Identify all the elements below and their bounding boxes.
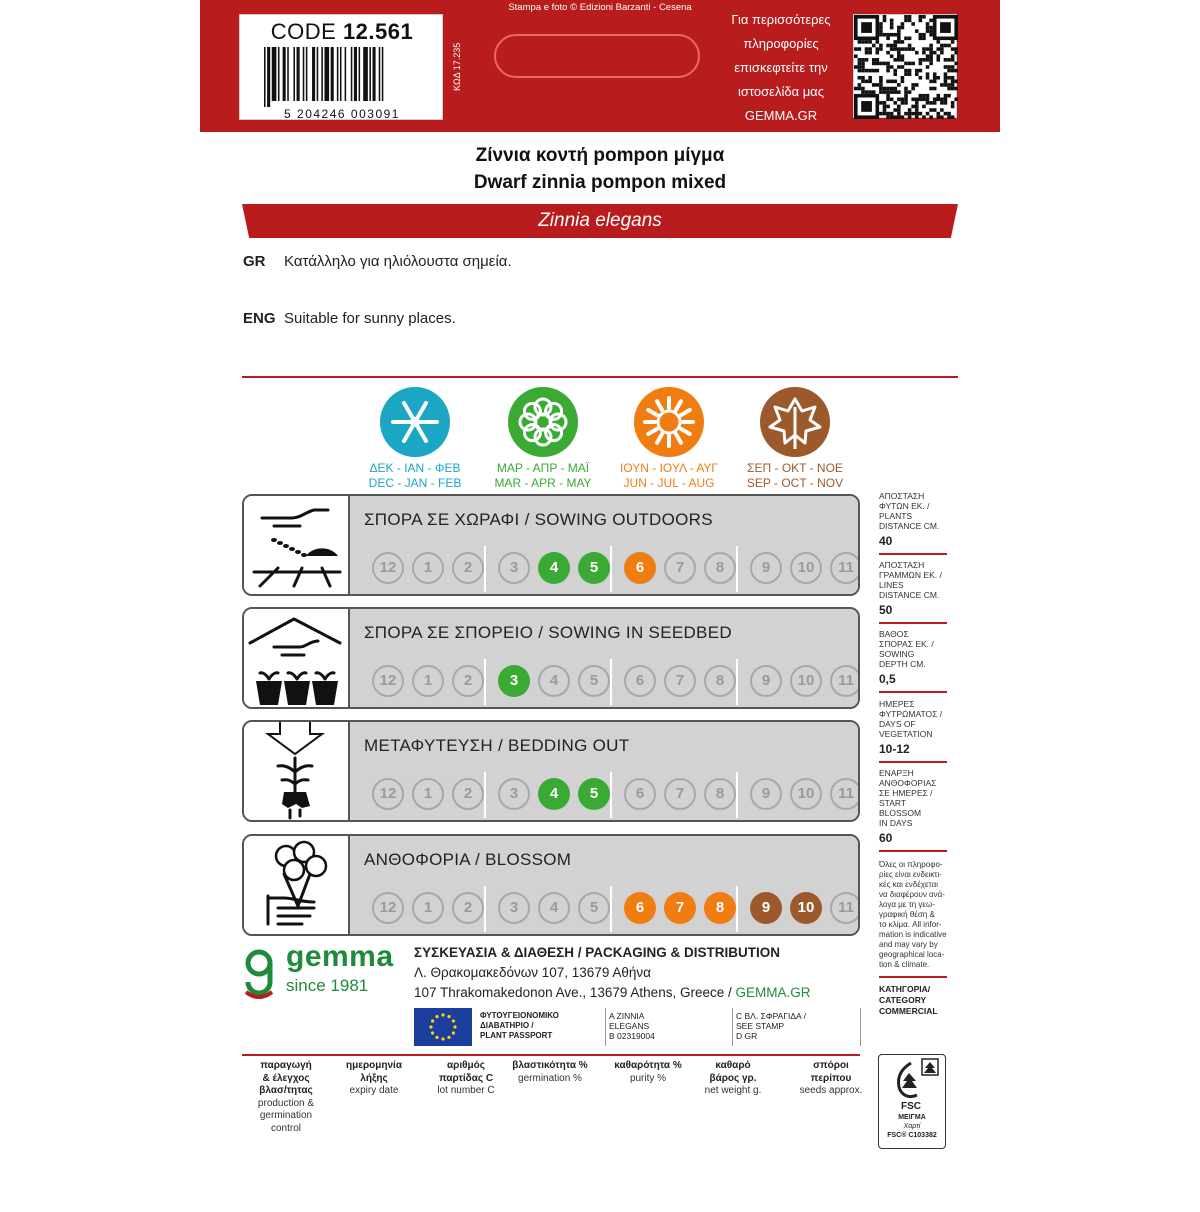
batch-info-column: σπόροι περίπου seeds approx.: [799, 1060, 863, 1096]
month-inactive: 2: [452, 892, 484, 924]
kod-number: ΚΩΔ 17.235: [452, 42, 462, 92]
divider: [605, 1008, 606, 1046]
season-label: ΣΕΠ - ΟΚΤ - ΝΟΕ SEP - OCT - NOV: [746, 461, 844, 490]
month-active: 3: [498, 665, 530, 697]
month-inactive: 12: [372, 552, 404, 584]
month-active: 9: [750, 892, 782, 924]
month-inactive: 12: [372, 665, 404, 697]
snowflake-icon: [380, 387, 450, 457]
row-title: ΑΝΘΟΦΟΡΙΑ / BLOSSOM: [364, 850, 572, 869]
divider: [879, 553, 947, 555]
divider: [879, 850, 947, 852]
lang-label-en: ENG: [243, 310, 276, 327]
category: ΚΑΤΗΓΟΡΙΑ/ CATEGORY COMMERCIAL: [879, 984, 938, 1016]
calendar-panel: [350, 609, 858, 707]
flower-icon: [508, 387, 578, 457]
side-info-label: ΒΑΘΟΣ ΣΠΟΡΑΣ ΕΚ. / SOWING DEPTH CM.: [879, 629, 934, 669]
month-inactive: 10: [790, 665, 822, 697]
product-title-gr: Ζίννια κοντή pompon μίγμα: [475, 145, 725, 166]
row-title: ΜΕΤΑΦΥΤΕΥΣΗ / BEDDING OUT: [364, 736, 630, 755]
more-info-text: Για περισσότερες πληροφορίες επισκεφτείτε την ιστοσελίδα μας GEMMA.GR: [712, 8, 850, 128]
brand-since: since 1981: [286, 976, 369, 995]
month-active: 5: [578, 552, 610, 584]
qr-code-icon[interactable]: [853, 14, 957, 118]
divider: [860, 1008, 861, 1046]
month-inactive: 6: [624, 778, 656, 810]
packaging-title: ΣΥΣΚΕΥΑΣΙΑ & ΔΙΑΘΕΣΗ / PACKAGING & DISTRIBUTION: [414, 945, 781, 960]
month-inactive: 8: [704, 665, 736, 697]
product-code: CODE 12.561: [270, 19, 414, 44]
side-info-value: 50: [879, 603, 893, 617]
calendar-panel: [350, 836, 858, 934]
plant-passport-title: ΦΥΤΟΥΓΕΙΟΝΟΜΙΚΟ ΔΙΑΒΑΤΗΡΙΟ / PLANT PASSPORT: [480, 1011, 559, 1040]
month-inactive: 2: [452, 778, 484, 810]
month-inactive: 8: [704, 552, 736, 584]
month-row: [356, 778, 860, 812]
side-info-label: ΗΜΕΡΕΣ ΦΥΤΡΩΜΑΤΟΣ / DAYS OF VEGETATION: [879, 699, 943, 739]
divider: [732, 1008, 733, 1046]
month-inactive: 1: [412, 778, 444, 810]
month-inactive: 11: [830, 665, 860, 697]
side-info-label: ΕΝΑΡΞΗ ΑΝΘΟΦΟΡΙΑΣ ΣΕ ΗΜΕΡΕΣ / START BLOSSOM IN DAYS: [879, 768, 937, 828]
eu-flag-icon: [414, 1008, 472, 1046]
month-inactive: 2: [452, 552, 484, 584]
batch-info-column: παραγωγή & έλεγχος βλασ/τητας production & germination control: [257, 1060, 315, 1134]
calendar-row: [242, 607, 860, 709]
month-inactive: 12: [372, 778, 404, 810]
month-inactive: 9: [750, 778, 782, 810]
month-inactive: 1: [412, 552, 444, 584]
fsc-text: ΜΕΙΓΜΑ Χαρτί FSC® C103382: [887, 1114, 937, 1139]
passport-c: C ΒΛ. ΣΦΡΑΓΙΔΑ / SEE STAMP D GR: [736, 1011, 806, 1041]
month-inactive: 12: [372, 892, 404, 924]
month-active: 6: [624, 892, 656, 924]
month-active: 6: [624, 552, 656, 584]
month-inactive: 5: [578, 892, 610, 924]
month-inactive: 2: [452, 665, 484, 697]
month-inactive: 11: [830, 552, 860, 584]
passport-a: A ZINNIA ELEGANS B 02319004: [609, 1011, 655, 1041]
batch-info-column: ημερομηνία λήξης expiry date: [346, 1060, 402, 1096]
address-en: 107 Thrakomakedonon Ave., 13679 Athens, Greece / GEMMA.GR: [414, 985, 811, 1000]
disclaimer: Όλες οι πληροφο- ρίες είναι ενδεικτι- κές και ενδέχεται να διαφέρουν ανά- λογα με τη γεω- γραφική θέση & το κλίμα. All infor- mation is indicative and may vary by geographical loca- tion & climate.: [879, 860, 947, 969]
month-inactive: 7: [664, 665, 696, 697]
divider: [879, 691, 947, 693]
month-inactive: 7: [664, 778, 696, 810]
month-active: 5: [578, 778, 610, 810]
month-active: 10: [790, 892, 822, 924]
address-gr: Λ. Θρακομακεδόνων 107, 13679 Αθήνα: [414, 965, 651, 980]
batch-info-column: αριθμός παρτίδας C lot number C: [437, 1060, 495, 1096]
sowing-outdoors-icon: [244, 496, 350, 594]
footer-website-link[interactable]: GEMMA.GR: [735, 985, 811, 1000]
batch-info-column: καθαρότητα % purity %: [614, 1060, 682, 1084]
calendar-row: [242, 494, 860, 596]
fsc-brand: FSC: [901, 1101, 921, 1111]
website-link[interactable]: GEMMA.GR: [744, 108, 818, 123]
barcode-digits: 5 204246 003091: [284, 107, 400, 121]
fsc-label: [878, 1054, 946, 1149]
barcode-label: [239, 14, 443, 120]
month-inactive: 6: [624, 665, 656, 697]
batch-info-column: βλαστικότητα % germination %: [512, 1060, 588, 1084]
season-label: ΔΕΚ - ΙΑΝ - ΦΕΒ DEC - JAN - FEB: [368, 461, 462, 490]
divider: [242, 1054, 860, 1056]
barcode-icon: [264, 47, 432, 107]
row-title: ΣΠΟΡΑ ΣΕ ΧΩΡΑΦΙ / SOWING OUTDOORS: [364, 510, 713, 529]
month-active: 8: [704, 892, 736, 924]
month-inactive: 9: [750, 552, 782, 584]
seedbed-icon: [244, 609, 350, 707]
month-active: 4: [538, 778, 570, 810]
season-label: ΜΑΡ - ΑΠΡ - ΜΑΪ MAR - APR - MAY: [494, 461, 592, 490]
product-title-en: Dwarf zinnia pompon mixed: [473, 172, 727, 193]
brand-name: gemma: [286, 940, 394, 973]
month-inactive: 1: [412, 665, 444, 697]
month-inactive: 10: [790, 552, 822, 584]
leaf-icon: [760, 387, 830, 457]
month-active: 7: [664, 892, 696, 924]
transplant-icon: [244, 722, 350, 820]
description-en: Suitable for sunny places.: [284, 310, 456, 327]
sun-icon: [634, 387, 704, 457]
side-info-label: ΑΠΟΣΤΑΣΗ ΦΥΤΩΝ ΕΚ. / PLANTS DISTANCE CM.: [879, 491, 940, 531]
month-inactive: 1: [412, 892, 444, 924]
month-row: [356, 892, 860, 926]
divider: [879, 622, 947, 624]
calendar-row: [242, 834, 860, 936]
side-info-value: 0,5: [879, 672, 896, 686]
month-inactive: 9: [750, 665, 782, 697]
month-inactive: 10: [790, 778, 822, 810]
divider: [879, 761, 947, 763]
description-gr: Κατάλληλο για ηλιόλουστα σημεία.: [284, 253, 512, 270]
month-inactive: 5: [578, 665, 610, 697]
month-inactive: 11: [830, 778, 860, 810]
blossom-icon: [244, 836, 350, 934]
month-inactive: 4: [538, 892, 570, 924]
season-label: ΙΟΥΝ - ΙΟΥΛ - ΑΥΓ JUN - JUL - AUG: [619, 461, 719, 490]
month-inactive: 4: [538, 665, 570, 697]
month-inactive: 3: [498, 892, 530, 924]
calendar-panel: [350, 496, 858, 594]
month-active: 4: [538, 552, 570, 584]
month-inactive: 3: [498, 552, 530, 584]
divider: [242, 376, 958, 378]
divider: [879, 976, 947, 978]
month-inactive: 7: [664, 552, 696, 584]
fsc-tree-icon: [879, 1055, 944, 1111]
gemma-logo-icon: [244, 948, 274, 1000]
photo-credit: Stampa e foto © Edizioni Barzanti - Cesena: [508, 2, 692, 13]
month-row: [356, 665, 860, 699]
month-inactive: 3: [498, 778, 530, 810]
side-info-label: ΑΠΟΣΤΑΣΗ ΓΡΑΜΜΩΝ ΕΚ. / LINES DISTANCE CM.: [879, 560, 942, 600]
latin-name: Zinnia elegans: [538, 210, 662, 231]
hanger-hole: [494, 34, 700, 78]
side-info-value: 10-12: [879, 742, 910, 756]
batch-info-column: καθαρό βάρος γρ. net weight g.: [704, 1060, 762, 1096]
side-info-value: 60: [879, 831, 893, 845]
month-inactive: 11: [830, 892, 860, 924]
side-info-value: 40: [879, 534, 893, 548]
month-row: [356, 552, 860, 586]
month-inactive: 8: [704, 778, 736, 810]
lang-label-gr: GR: [243, 253, 266, 270]
row-title: ΣΠΟΡΑ ΣΕ ΣΠΟΡΕΙΟ / SOWING IN SEEDBED: [364, 623, 732, 642]
calendar-row: [242, 720, 860, 822]
calendar-panel: [350, 722, 858, 820]
